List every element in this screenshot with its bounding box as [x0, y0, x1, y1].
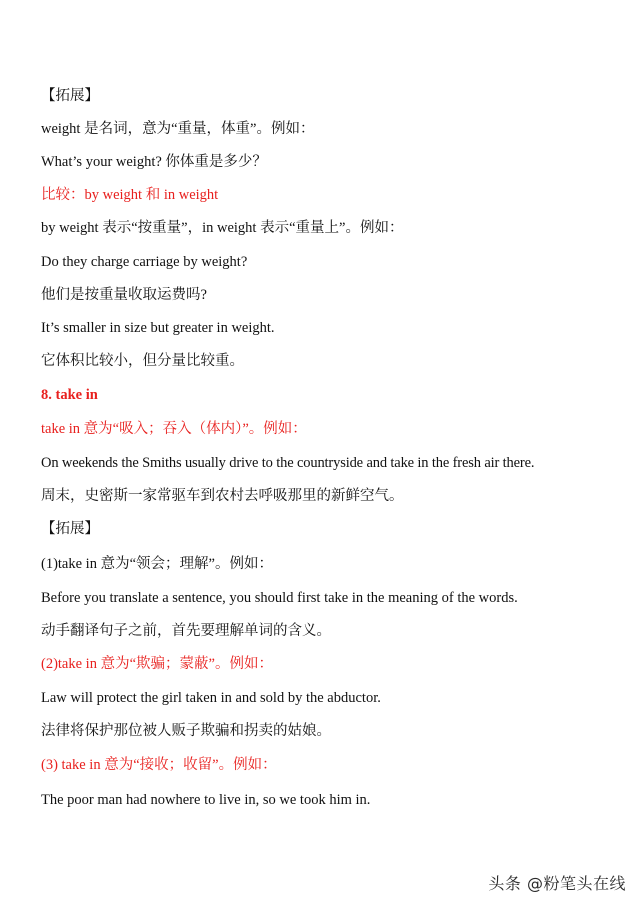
text-line: 它体积比较小，但分量比较重。 — [41, 353, 244, 369]
text-line: The poor man had nowhere to live in, so we took him in. — [41, 792, 371, 808]
text-line: 法律将保护那位被人贩子欺骗和拐卖的姑娘。 — [41, 723, 331, 739]
text-line: What’s your weight? 你体重是多少？ — [41, 154, 267, 170]
text-line: 他们是按重量收取运费吗? — [41, 287, 207, 303]
comparison-heading: 比较：by weight 和 in weight — [41, 187, 219, 203]
definition-line: take in 意为“吸入；吞入（体内）”。例如： — [41, 421, 307, 437]
section-heading: 8. take in — [41, 387, 98, 403]
text-line: (1)take in 意为“领会；理解”。例如： — [41, 556, 273, 572]
text-line: Before you translate a sentence, you should first take in the meaning of the words. — [41, 590, 518, 606]
expansion-heading: 【拓展】 — [41, 88, 99, 104]
expansion-heading: 【拓展】 — [41, 521, 99, 537]
text-line: It’s smaller in size but greater in weight. — [41, 320, 275, 336]
text-line: Law will protect the girl taken in and sold by the abductor. — [41, 690, 381, 706]
text-line: On weekends the Smiths usually drive to the countryside and take in the fresh air there. — [41, 455, 535, 471]
definition-line: (3) take in 意为“接收；收留”。例如： — [41, 757, 277, 773]
text-line: weight 是名词，意为“重量，体重”。例如： — [41, 121, 315, 137]
text-line: 动手翻译句子之前，首先要理解单词的含义。 — [41, 623, 331, 639]
text-line: 周末，史密斯一家常驱车到农村去呼吸那里的新鲜空气。 — [41, 488, 404, 504]
text-line: Do they charge carriage by weight? — [41, 254, 248, 270]
definition-line: (2)take in 意为“欺骗；蒙蔽”。例如： — [41, 656, 273, 672]
source-watermark: 头条 @粉笔头在线 — [488, 874, 626, 893]
text-line: by weight 表示“按重量”，in weight 表示“重量上”。例如： — [41, 220, 404, 236]
